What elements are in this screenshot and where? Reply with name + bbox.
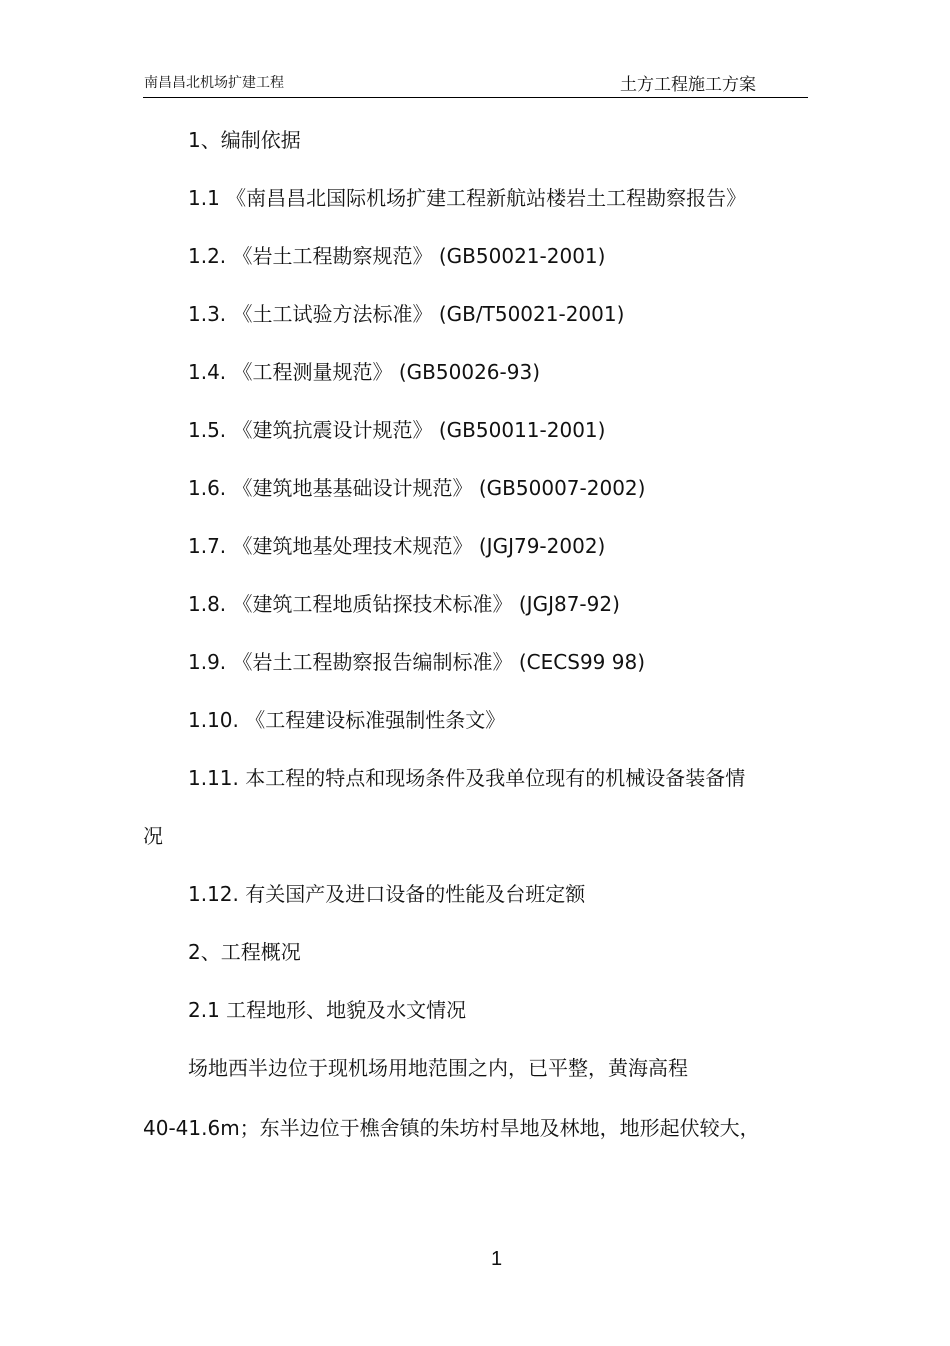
basis-item-1-4: 1.4. 《工程测量规范》 (GB50026-93) [188,360,540,384]
section-heading-basis: 1、编制依据 [188,128,301,152]
body-paragraph-line-2: 40-41.6m；东半边位于樵舍镇的朱坊村旱地及林地，地形起伏较大， [143,1116,760,1140]
header-divider [143,97,808,98]
header-project-name: 南昌昌北机场扩建工程 [144,75,284,91]
basis-item-1-10: 1.10. 《工程建设标准强制性条文》 [188,708,506,732]
basis-item-1-11: 1.11. 本工程的特点和现场条件及我单位现有的机械设备装备情 [188,766,746,790]
basis-item-1-12: 1.12. 有关国产及进口设备的性能及台班定额 [188,882,586,906]
basis-item-1-2: 1.2. 《岩土工程勘察规范》 (GB50021-2001) [188,244,606,268]
basis-item-1-5: 1.5. 《建筑抗震设计规范》 (GB50011-2001) [188,418,606,442]
body-paragraph-line-1: 场地西半边位于现机场用地范围之内，已平整，黄海高程 [188,1056,688,1080]
basis-item-1-6: 1.6. 《建筑地基基础设计规范》 (GB50007-2002) [188,476,646,500]
basis-item-1-3: 1.3. 《土工试验方法标准》 (GB/T50021-2001) [188,302,625,326]
basis-item-1-7: 1.7. 《建筑地基处理技术规范》 (JGJ79-2002) [188,534,606,558]
subsection-heading-terrain: 2.1 工程地形、地貌及水文情况 [188,998,467,1022]
page-number: 1 [491,1248,503,1270]
section-heading-overview: 2、工程概况 [188,940,301,964]
basis-item-1-9: 1.9. 《岩土工程勘察报告编制标准》 (CECS99 98) [188,650,646,674]
header-document-title: 土方工程施工方案 [620,75,756,95]
basis-item-1-8: 1.8. 《建筑工程地质钻探技术标准》 (JGJ87-92) [188,592,620,616]
basis-item-1-11-continued: 况 [143,824,163,848]
basis-item-1-1: 1.1 《南昌昌北国际机场扩建工程新航站楼岩土工程勘察报告》 [188,186,747,210]
